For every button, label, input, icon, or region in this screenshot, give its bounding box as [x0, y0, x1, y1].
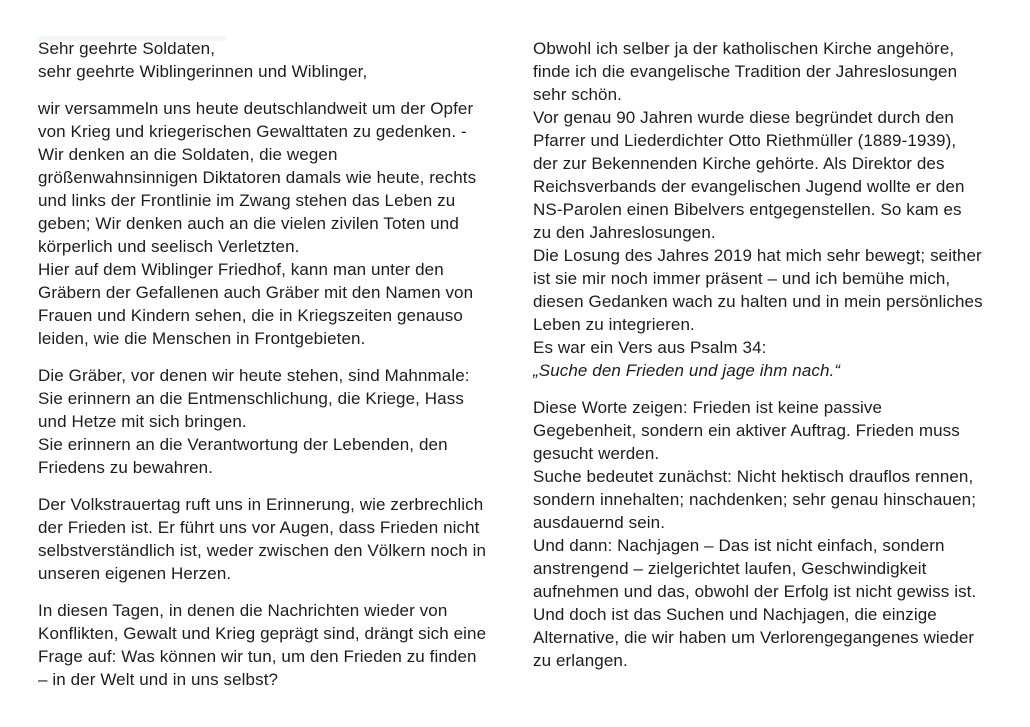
- text-line: sehr schön.: [533, 85, 622, 104]
- text-line: Und dann: Nachjagen – Das ist nicht einfach, sondern: [533, 536, 945, 555]
- text-line: größenwahnsinnigen Diktatoren damals wie heute, rechts: [38, 168, 477, 187]
- text-line: diesen Gedanken wach zu halten und in mein persönliches: [533, 292, 983, 311]
- text-line: ausdauernd sein.: [533, 513, 666, 532]
- text-line: Gegebenheit, sondern ein aktiver Auftrag. Frieden muss: [533, 421, 960, 440]
- text-line: Alternative, die wir haben um Verlorengegangenes wieder: [533, 628, 975, 647]
- text-line: NS-Parolen einen Bibelvers entgegenstellen. So kam es: [533, 200, 962, 219]
- paragraph: [38, 599, 508, 691]
- text-line: sehr geehrte Wiblingerinnen und Wiblinger,: [38, 62, 368, 81]
- text-line: In diesen Tagen, in denen die Nachrichten wieder von: [38, 601, 448, 620]
- text-line: Sehr geehrte Soldaten,: [38, 39, 216, 58]
- text-line: und Hetze mit sich bringen.: [38, 412, 247, 431]
- text-line: Es war ein Vers aus Psalm 34:: [533, 338, 767, 357]
- text-line: Suche bedeutet zunächst: Nicht hektisch drauflos rennen,: [533, 467, 974, 486]
- paragraph: [533, 37, 1003, 382]
- text-line: Frauen und Kindern sehen, die in Kriegszeiten genauso: [38, 306, 463, 325]
- text-line: sondern innehalten; nachdenken; sehr genau hinschauen;: [533, 490, 977, 509]
- text-line: Konflikten, Gewalt und Krieg geprägt sind, drängt sich eine: [38, 624, 487, 643]
- paragraph: [38, 493, 508, 585]
- text-line: zu erlangen.: [533, 651, 628, 670]
- text-line: Friedens zu bewahren.: [38, 458, 214, 477]
- text-line: gesucht werden.: [533, 444, 660, 463]
- text-line: Der Volkstrauertag ruft uns in Erinnerung, wie zerbrechlich: [38, 495, 484, 514]
- text-line: selbstverständlich ist, weder zwischen den Völkern noch in: [38, 541, 487, 560]
- text-column-left: [38, 37, 508, 705]
- text-line: wir versammeln uns heute deutschlandweit um der Opfer: [38, 99, 474, 118]
- text-line: zu den Jahreslosungen.: [533, 223, 716, 242]
- text-line: unseren eigenen Herzen.: [38, 564, 232, 583]
- text-line: Die Losung des Jahres 2019 hat mich sehr bewegt; seither: [533, 246, 982, 265]
- text-line: körperlich und seelisch Verletzten.: [38, 237, 300, 256]
- text-line: von Krieg und kriegerischen Gewalttaten zu gedenken. -: [38, 122, 467, 141]
- text-line: geben; Wir denken auch an die vielen zivilen Toten und: [38, 214, 459, 233]
- text-line: Obwohl ich selber ja der katholischen Kirche angehöre,: [533, 39, 955, 58]
- text-line: – in der Welt und in uns selbst?: [38, 670, 279, 689]
- text-line: Die Gräber, vor denen wir heute stehen, sind Mahnmale:: [38, 366, 470, 385]
- text-column-right: [533, 37, 1003, 705]
- text-line: leiden, wie die Menschen in Frontgebieten.: [38, 329, 366, 348]
- text-line: aufnehmen und das, obwohl der Erfolg ist nicht gewiss ist.: [533, 582, 977, 601]
- text-line: Vor genau 90 Jahren wurde diese begründet durch den: [533, 108, 954, 127]
- quote-line: „Suche den Frieden und jage ihm nach.“: [533, 361, 841, 380]
- text-line: der zur Bekennenden Kirche gehörte. Als Direktor des: [533, 154, 945, 173]
- text-line: Pfarrer und Liederdichter Otto Riethmüller (1889-1939),: [533, 131, 957, 150]
- text-line: Hier auf dem Wiblinger Friedhof, kann man unter den: [38, 260, 444, 279]
- paragraph: [533, 396, 1003, 672]
- text-line: Gräbern der Gefallenen auch Gräber mit den Namen von: [38, 283, 474, 302]
- text-line: anstrengend – zielgerichtet laufen, Geschwindigkeit: [533, 559, 927, 578]
- text-line: Reichsverbands der evangelischen Jugend wollte er den: [533, 177, 965, 196]
- text-line: Sie erinnern an die Entmenschlichung, die Kriege, Hass: [38, 389, 464, 408]
- text-line: ist sie mir noch immer präsent – und ich bemühe mich,: [533, 269, 951, 288]
- text-line: der Frieden ist. Er führt uns vor Augen, dass Frieden nicht: [38, 518, 480, 537]
- text-line: Wir denken an die Soldaten, die wegen: [38, 145, 338, 164]
- paragraph: [38, 364, 508, 479]
- text-line: Leben zu integrieren.: [533, 315, 695, 334]
- paragraph: [38, 37, 508, 83]
- text-line: und links der Frontlinie im Zwang stehen das Leben zu: [38, 191, 456, 210]
- text-line: Diese Worte zeigen: Frieden ist keine passive: [533, 398, 883, 417]
- text-line: finde ich die evangelische Tradition der Jahreslosungen: [533, 62, 958, 81]
- text-line: Frage auf: Was können wir tun, um den Frieden zu finden: [38, 647, 477, 666]
- text-line: Sie erinnern an die Verantwortung der Lebenden, den: [38, 435, 448, 454]
- text-line: Und doch ist das Suchen und Nachjagen, die einzige: [533, 605, 937, 624]
- paragraph: [38, 97, 508, 350]
